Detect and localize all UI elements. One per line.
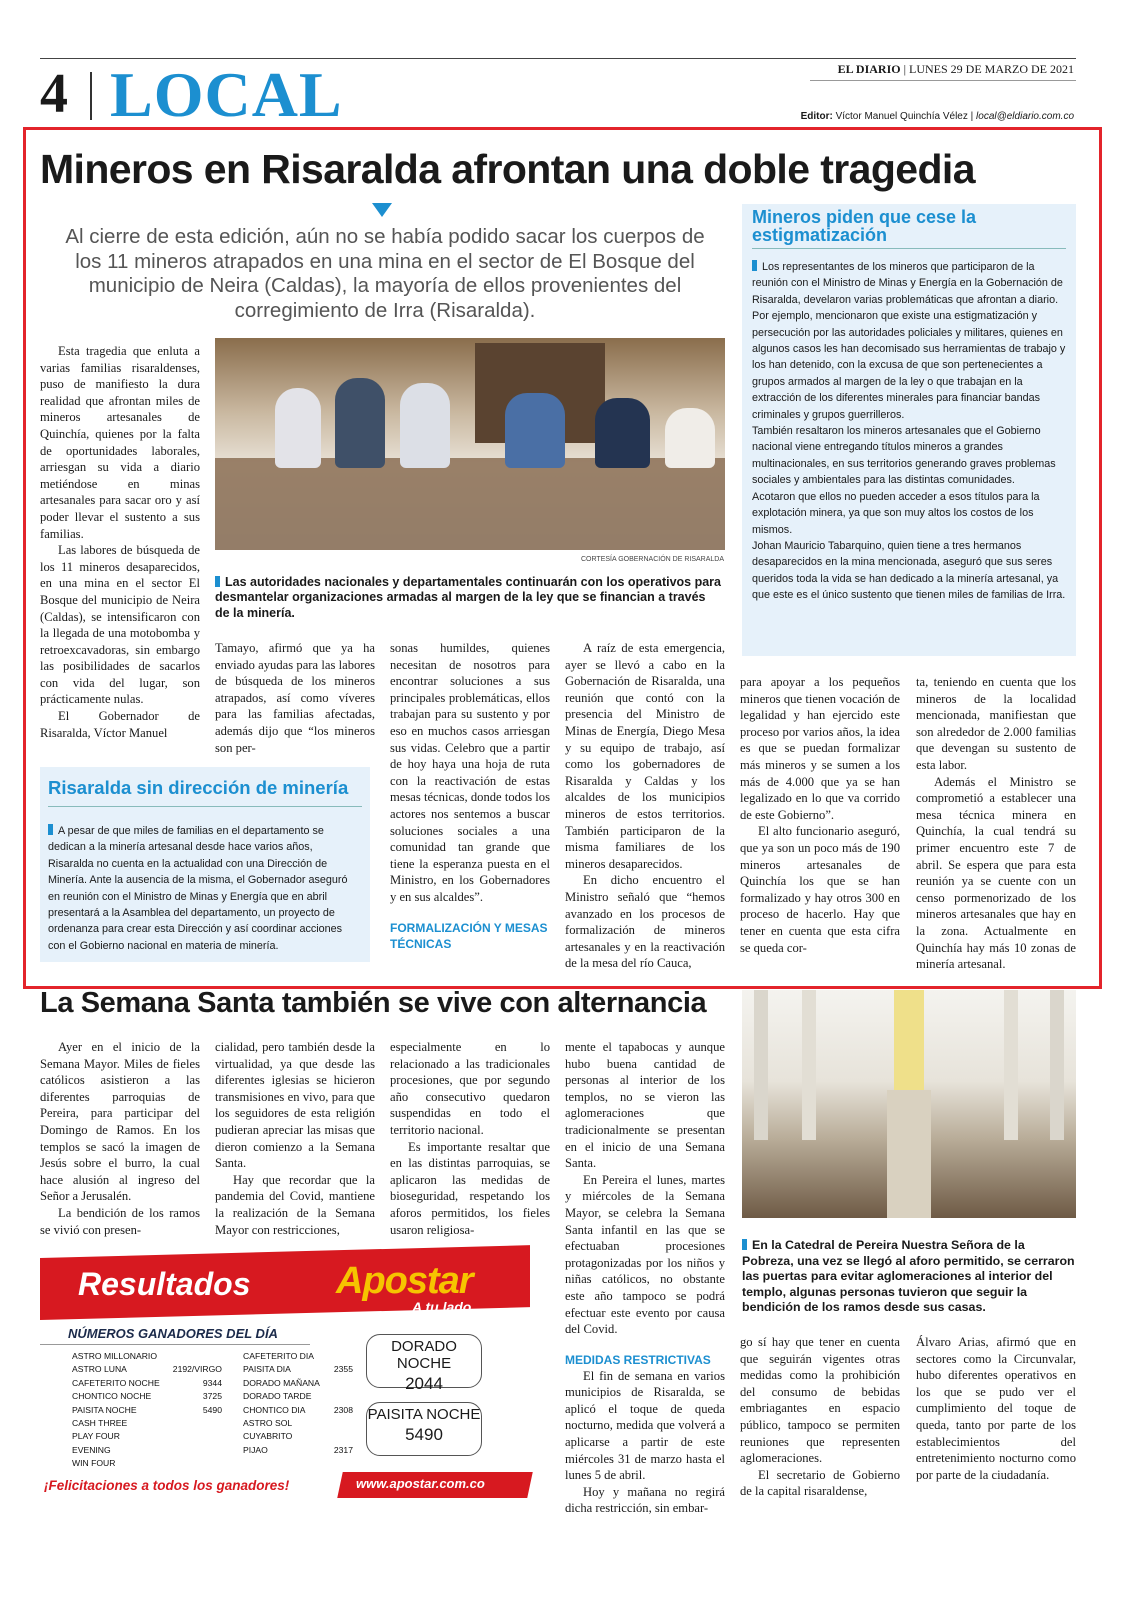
editor-label: Editor:: [800, 111, 833, 122]
article-column-6: [916, 674, 1076, 973]
bullet-icon: [752, 260, 757, 271]
bullet-icon: [742, 1239, 747, 1250]
article-column-1: [40, 343, 200, 741]
lottery-name: CHONTICO DIA: [243, 1404, 306, 1415]
lottery-name: CASH THREE: [72, 1418, 128, 1429]
ad-mid-list: [243, 1350, 353, 1457]
story2-column-1: [40, 1039, 200, 1238]
ad-box-paisita-label: PAISITA NOCHE: [367, 1406, 481, 1423]
story2-column-3: [390, 1039, 550, 1238]
article-paragraph: sonas humildes, quienes necesitan de nosotros para encontrar soluciones a sus principales problemáticas, ellos trabajan para su sustento y por eso en muchos casos arriesgan sus vidas. Celebro que a partir de hoy haya una hoja de ruta con la reactivación de estas mesas técnicas, donde todos los actores nos sentemos a buscar soluciones sociales a una comunidad tan grande que tiene la esperanza puesta en el Ministro, en los Gobernadores y en sus alcaldes”.: [390, 641, 550, 904]
story2-column-2: [215, 1039, 375, 1238]
article-paragraph: En Pereira el lunes, martes y miércoles de la Semana Mayor, se celebra la Semana Santa infantil en las que se efectuaban procesiones protagonizadas por los niños y niñas católicos, no obstante este año tampoco se podrá efectuar este evento por causa del Covid.: [565, 1172, 725, 1337]
sidebar-paragraph: Acotaron que ellos no pueden acceder a esos títulos para la explotación minera, ya que son muy altos los costos de los mismos.: [752, 490, 1040, 536]
article-paragraph: go sí hay que tener en cuenta que seguirán vigentes otras medidas como la prohibición del consumo de bebidas embriagantes en espacio público, tampoco se permiten reuniones que representen aglomeraciones.: [740, 1335, 900, 1466]
ad-url[interactable]: www.apostar.com.co: [356, 1476, 485, 1491]
article-paragraph: especialmente en lo relacionado a las tradicionales procesiones, que por segundo año consecutivo quedaron suspendidas en todo el territorio nacional.: [390, 1040, 550, 1137]
sidebar-paragraph: Johan Mauricio Tabarquino, quien tiene a tres hermanos desaparecidos en la mina mencionada, aseguró que sus seres queridos toda la vida se han dedicado a la minería artesanal, ya que este es el único sustento que tienen miles de familias de Irra.: [752, 539, 1066, 602]
subhead-formalizacion: FORMALIZACIÓN Y MESAS TÉCNICAS: [390, 920, 548, 951]
lottery-row: [243, 1377, 353, 1390]
masthead-date: EL DIARIO | LUNES 29 DE MARZO DE 2021: [837, 62, 1074, 76]
subhead-medidas: MEDIDAS RESTRICTIVAS: [565, 1352, 711, 1367]
sidebar-stigmatization: [742, 204, 1076, 656]
article-column-2: [215, 640, 375, 756]
section-title: LOCAL: [110, 59, 343, 130]
lottery-name: WIN FOUR: [72, 1458, 116, 1469]
lottery-row: [72, 1444, 222, 1457]
article-paragraph: mente el tapabocas y aunque hubo buena cantidad de personas al interior de los templos, no se vieron las aglomeraciones que tradicionalmente se presentan en el inicio de una Semana Santa.: [565, 1040, 725, 1171]
lottery-name: PAISITA NOCHE: [72, 1404, 137, 1415]
ad-winners-title: NÚMEROS GANADORES DEL DÍA: [68, 1326, 278, 1341]
article-paragraph: para apoyar a los pequeños mineros que tienen vocación de legalidad y han ejercido este proceso por varios años, la idea es que se puedan formalizar más mineros y se sumen a los más de 4.000 que ya se han legalizado en lo que va corrido de este Gobierno”.: [740, 675, 900, 822]
ad-tagline: A tu lado: [412, 1299, 472, 1315]
page-number: 4: [40, 63, 68, 125]
sidebar-paragraph: También resaltaron los mineros artesanales que el Gobierno nacional viene entregando títulos mineros a grandes multinacionales, en sus territorios generando graves problemas sociales y ambientales para las distintas comunidades.: [752, 425, 1056, 487]
story2-column-4: [565, 1039, 725, 1517]
lottery-name: PLAY FOUR: [72, 1431, 120, 1442]
article-paragraph: Tamayo, afirmó que ya ha enviado ayudas para las labores de búsqueda de los mineros atrapados, así como víveres para las familias afectadas, además dijo que “los mineros son per-: [215, 641, 375, 755]
lottery-name: DORADO MAÑANA: [243, 1377, 320, 1388]
lottery-row: [72, 1430, 222, 1443]
sidebar-paragraph: Los representantes de los mineros que participaron de la reunión con el Ministro de Minas y Energía en la Gobernación de Risaralda, develaron varias problemáticas que afrontan a diario. Por ejemplo, mencionaron que existe una estigmatización y persecución por las autoridades policiales y militares, quienes en algunos casos les han decomisado sus herramientas de trabajo y los han detenido, con la excusa de que son pertenecientes a grupos armados al margen de la ley o que trabajan en la extracción de los diferentes minerales para financiar bandas criminales y grupos guerrilleros.: [752, 261, 1066, 421]
header-rule: [810, 80, 1076, 81]
ad-box-paisita: [366, 1402, 482, 1456]
lottery-number: 2355: [333, 1364, 353, 1375]
lottery-row: [72, 1417, 222, 1430]
article-paragraph: Además el Ministro se comprometió a establecer una mesa técnica minera en Quinchía, la cual tendrá su primer encuentro este 7 de abril. Se espera que para esta reunión ya se cuente con un censo pormenorizado de los mineros artesanales que hay en la zona. Actualmente en Quinchía hay más 10 zonas de minería artesanal.: [916, 774, 1076, 972]
article-column-4: [565, 640, 725, 972]
lottery-row: [243, 1404, 353, 1417]
article-paragraph: El secretario de Gobierno de la capital risaraldense,: [740, 1467, 900, 1499]
sidebar-body: [752, 259, 1066, 604]
apostar-ad[interactable]: [40, 1258, 530, 1503]
article-paragraph: A raíz de esta emergencia, ayer se llevó a cabo en la Gobernación de Risaralda, una reunión que contó con la presencia del Ministro de Minas de Energía, Diego Mesa y su equipo de trabajo, así como los gobernadores de Risaralda y Caldas y los alcaldes de los municipios mineros de estos territorios. También participaron de la misma familiares de los mineros desaparecidos.: [565, 641, 725, 871]
lottery-row: [72, 1350, 222, 1363]
lottery-number: 5490: [202, 1404, 222, 1415]
bullet-icon: [48, 824, 53, 835]
bullet-icon: [215, 576, 220, 587]
lottery-name: ASTRO SOL: [243, 1418, 293, 1429]
lottery-row: [72, 1390, 222, 1403]
article-paragraph: Es importante resaltar que en las distintas parroquias, se aplicaron las medidas de bioseguridad, respetando los aforos permitidos, los fieles usaron religiosa-: [390, 1139, 550, 1237]
article-paragraph: Ayer en el inicio de la Semana Mayor. Miles de fieles católicos asistieron a las diferentes parroquias de Pereira, para participar del Domingo de Ramos. En los templos se sacó la imagen de Jesús sobre el burro, la cual hace alusión al ingreso del Señor a Jerusalén.: [40, 1040, 200, 1204]
story2-column-6: [916, 1334, 1076, 1483]
lottery-name: PIJAO: [243, 1444, 268, 1455]
lottery-row: [72, 1457, 222, 1470]
lottery-number: 2317: [333, 1444, 353, 1455]
ad-left-list: [72, 1350, 222, 1471]
article-paragraph: Esta tragedia que enluta a varias familias risaraldenses, puso de manifiesto la dura realidad que afrontan miles de mineros artesanales de Quinchía, quienes por la falta de oportunidades laborales, arriesgan su vida a diario metiéndose en minas artesanales para sacar oro y así poder llevar el sustento a sus familias.: [40, 344, 200, 541]
lottery-number: 2192/VIRGO: [172, 1364, 222, 1375]
photo-caption: [215, 575, 723, 621]
ad-results-title: Resultados: [78, 1266, 251, 1302]
lottery-name: CAFETERITO NOCHE: [72, 1377, 160, 1388]
ad-box-dorado: [366, 1334, 482, 1393]
ad-box-paisita-value: 5490: [405, 1425, 443, 1444]
article-paragraph: Hoy y mañana no regirá dicha restricción, sin embar-: [565, 1484, 725, 1516]
lottery-row: [72, 1363, 222, 1376]
main-headline: Mineros en Risaralda afrontan una doble tragedia: [40, 146, 975, 192]
story2-column-5: [740, 1334, 900, 1500]
article-paragraph: Las labores de búsqueda de los 11 mineros desaparecidos, en una mina en el sector El Bosque del municipio de Neira (Caldas), se intensificaron con la llegada de una motobomba y retroexcavadoras, sin embargo las posibilidades de sacarlos con vida del lugar, son prácticamente nulas.: [40, 543, 200, 707]
sidebar-left-title: Risaralda sin dirección de minería: [48, 777, 349, 798]
article-paragraph: cialidad, pero también desde la virtualidad, ya que desde las diferentes iglesias se hicieron transmisiones en vivo, para que los seguidores de esta religión pudieran apreciar las misas que dieron comienzo a la Semana Santa.: [215, 1040, 375, 1171]
lottery-name: ASTRO MILLONARIO: [72, 1351, 157, 1361]
lottery-number: 2308: [333, 1404, 353, 1415]
lottery-row: [72, 1404, 222, 1417]
lottery-name: CUYABRITO: [243, 1431, 293, 1442]
sidebar-left-text: A pesar de que miles de familias en el departamento se dedican a la minería artesanal desde hace varios años, Risaralda no cuenta en la actualidad con una Dirección de Minería. Ante la ausencia de la misma, el Gobernador aseguró en reunión con el Ministro de Minas y Energía que en abril presentará a la Asamblea del departamento, un proyecto de ordenanza para crear esta Dirección y así coordinar acciones con el Gobierno nacional en materia de minería.: [48, 825, 348, 952]
article-column-5: [740, 674, 900, 956]
article-paragraph: ta, teniendo en cuenta que los mineros de la localidad mencionada, manifiestan que son alrededor de 2.000 familias que devengan su sustento de esta labor.: [916, 675, 1076, 772]
masthead-name: EL DIARIO: [837, 62, 901, 76]
lottery-number: 9344: [202, 1377, 222, 1388]
cathedral-caption: [742, 1238, 1076, 1316]
article-paragraph: El fin de semana en varios municipios de Risaralda, se aplicó el toque de queda nocturno, medida que volverá a aplicarse a partir de este miércoles 31 de marzo hasta el lunes 5 de abril.: [565, 1368, 725, 1483]
article-paragraph: Álvaro Arias, afirmó que en sectores como la Circunvalar, hubo diferentes operativos en los que se pudo ver el cumplimiento del toque de queda, tanto por parte de los establecimientos del entretenimiento nocturno como por parte de la ciudadanía.: [916, 1335, 1076, 1482]
lottery-row: [243, 1417, 353, 1430]
article-paragraph: El alto funcionario aseguró, que ya son un poco más de 190 mineros artesanales de Quinchía los que se han formalizado y hay otros 300 en proceso de hacerlo. Hay que tener en cuenta que esta cifra se queda cor-: [740, 824, 900, 955]
sidebar-title: Mineros piden que cese la estigmatización: [752, 207, 977, 245]
sidebar-left-rule: [48, 806, 362, 807]
meeting-photo: [215, 338, 725, 550]
lottery-name: CAFETERITO DIA: [243, 1351, 314, 1361]
lottery-number: 3725: [202, 1391, 222, 1402]
ad-box-dorado-label: DORADO NOCHE: [391, 1338, 457, 1372]
cathedral-caption-text: En la Catedral de Pereira Nuestra Señora de la Pobreza, una vez se llegó al aforo permitido, se cerraron las puertas para evitar aglomeraciones al interior del templo, algunas personas tuvieron que seguir la bendición de los ramos desde sus casas.: [742, 1238, 1075, 1315]
sidebar-left-body: [48, 823, 360, 954]
issue-date: LUNES 29 DE MARZO DE 2021: [909, 62, 1074, 76]
lottery-row: [243, 1350, 353, 1363]
article-paragraph: El Gobernador de Risaralda, Víctor Manuel: [40, 709, 200, 740]
lottery-name: DORADO TARDE: [243, 1391, 312, 1402]
lottery-name: ASTRO LUNA: [72, 1364, 127, 1375]
article-paragraph: Hay que recordar que la pandemia del Covid, mantiene la realización de la Semana Mayor con restricciones,: [215, 1172, 375, 1237]
sidebar-no-mining-office: [40, 767, 370, 962]
lottery-row: [243, 1390, 353, 1403]
header-divider: [90, 72, 92, 120]
lottery-row: [243, 1444, 353, 1457]
sidebar-rule: [752, 248, 1066, 249]
lottery-row: [243, 1430, 353, 1443]
lottery-row: [72, 1377, 222, 1390]
ad-winners-rule: [40, 1344, 310, 1345]
article-paragraph: La bendición de los ramos se vivió con presen-: [40, 1205, 200, 1237]
editor-name: Víctor Manuel Quinchía Vélez: [835, 111, 968, 122]
article-column-3: [390, 640, 550, 952]
triangle-marker: [372, 203, 392, 217]
lottery-row: [243, 1363, 353, 1376]
article-paragraph: En dicho encuentro el Ministro señaló que “hemos avanzado en los procesos de formalización de mineros artesanales y en la reactivación de la mesa del río Cauca,: [565, 873, 725, 971]
photo-caption-text: Las autoridades nacionales y departamentales continuarán con los operativos para desmantelar organizaciones armadas al margen de la ley que se financian a través de la minería.: [215, 575, 721, 620]
lottery-name: CHONTICO NOCHE: [72, 1391, 152, 1402]
deck-text: Al cierre de esta edición, aún no se había podido sacar los cuerpos de los 11 mineros atrapados en una mina en el sector de El Bosque del municipio de Neira (Caldas), la mayoría de ellos provenientes del corregimiento de Irra (Risaralda).: [65, 225, 705, 322]
second-headline: La Semana Santa también se vive con alternancia: [40, 987, 707, 1019]
lottery-name: EVENING: [72, 1444, 111, 1455]
editor-email: local@eldiario.com.co: [976, 111, 1074, 122]
ad-congrats: ¡Felicitaciones a todos los ganadores!: [44, 1478, 290, 1493]
cathedral-photo: [742, 990, 1076, 1218]
photo-credit: CORTESÍA GOBERNACIÓN DE RISARALDA: [580, 556, 724, 563]
ad-box-dorado-value: 2044: [405, 1374, 443, 1393]
lottery-name: PAISITA DIA: [243, 1364, 291, 1375]
editor-line: Editor: Víctor Manuel Quinchía Vélez | local@eldiario.com.co: [800, 111, 1074, 122]
ad-brand-logo: Apostar: [336, 1260, 473, 1302]
